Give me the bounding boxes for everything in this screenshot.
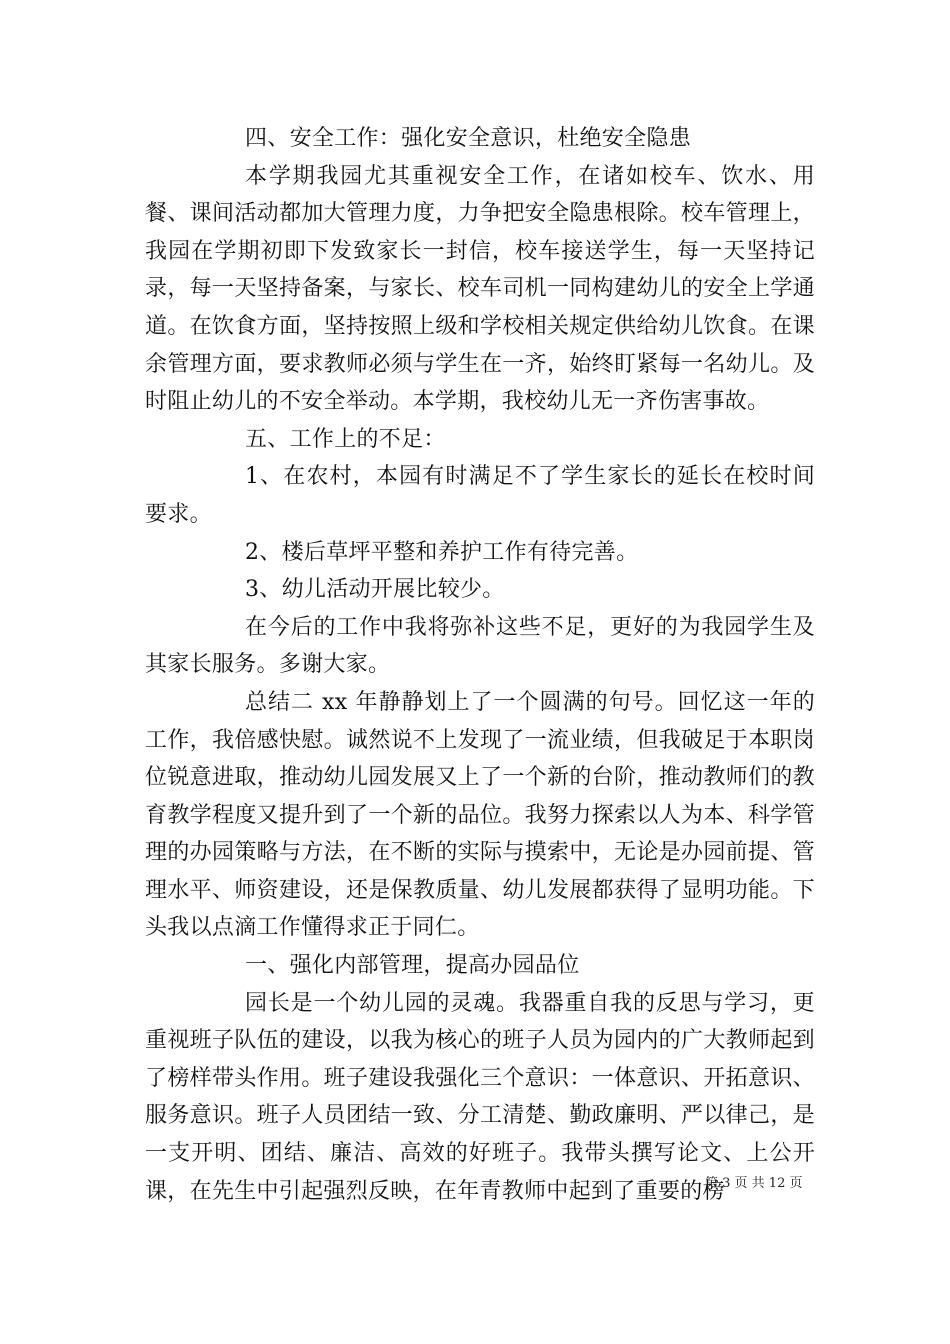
paragraph-safety-work: 本学期我园尤其重视安全工作，在诸如校车、饮水、用餐、课间活动都加大管理力度，力争把安全隐患根除。校车管理上，我园在学期初即下发致家长一封信，校车接送学生，每一天坚持记录，每一天坚持备案，与家长、校车司机一同构建幼儿的安全上学通道。在饮食方面，坚持按照上级和学校相关规定供给幼儿饮食。在课余管理方面，要求教师必须与学生在一齐，始终盯紧每一名幼儿。及时阻止幼儿的不安全举动。本学期，我校幼儿无一齐伤害事故。: [145, 163, 815, 415]
paragraph-principal-role: 园长是一个幼儿园的灵魂。我器重自我的反思与学习，更重视班子队伍的建设，以我为核心的班子人员为园内的广大教师起到了榜样带头作用。班子建设我强化三个意识：一体意识、开拓意识、服务意识。班子人员团结一致、分工清楚、勤政廉明、严以律己，是一支开明、团结、廉洁、高效的好班子。我带头撰写论文、上公开课，在先生中引起强烈反映，在年青教师中起到了重要的榜: [145, 990, 815, 1204]
list-item-shortcoming-1: 1、在农村，本园有时满足不了学生家长的延长在校时间要求。: [145, 464, 815, 527]
paragraph-summary-two: 总结二 xx 年静静划上了一个圆满的句号。回忆这一年的工作，我倍感快慰。诚然说不上发现了一流业绩，但我破足于本职岗位锐意进取，推动幼儿园发展又上了一个新的台阶，推动教师们的教育教学程度又提升到了一个新的品位。我努力探索以人为本、科学管理的办园策略与方法，在不断的实际与摸索中，无论是办园前提、管理水平、师资建设，还是保教质量、幼儿发展都获得了显明功能。下头我以点滴工作懂得求正于同仁。: [145, 689, 815, 941]
body-text: [145, 120, 815, 1210]
list-item-shortcoming-3: 3、幼儿活动开展比较少。: [245, 577, 505, 603]
page-number-footer: 第 3 页 共 12 页: [705, 1176, 803, 1191]
section-heading-internal-management: 一、强化内部管理，提高办园品位: [245, 953, 580, 979]
section-heading-safety: 四、安全工作：强化安全意识，杜绝安全隐患: [245, 126, 692, 151]
paragraph-closing: 在今后的工作中我将弥补这些不足，更好的为我园学生及其家长服务。多谢大家。: [145, 614, 815, 678]
section-heading-shortcomings: 五、工作上的不足：: [245, 426, 446, 452]
list-item-shortcoming-2: 2、楼后草坪平整和养护工作有待完善。: [245, 539, 639, 565]
